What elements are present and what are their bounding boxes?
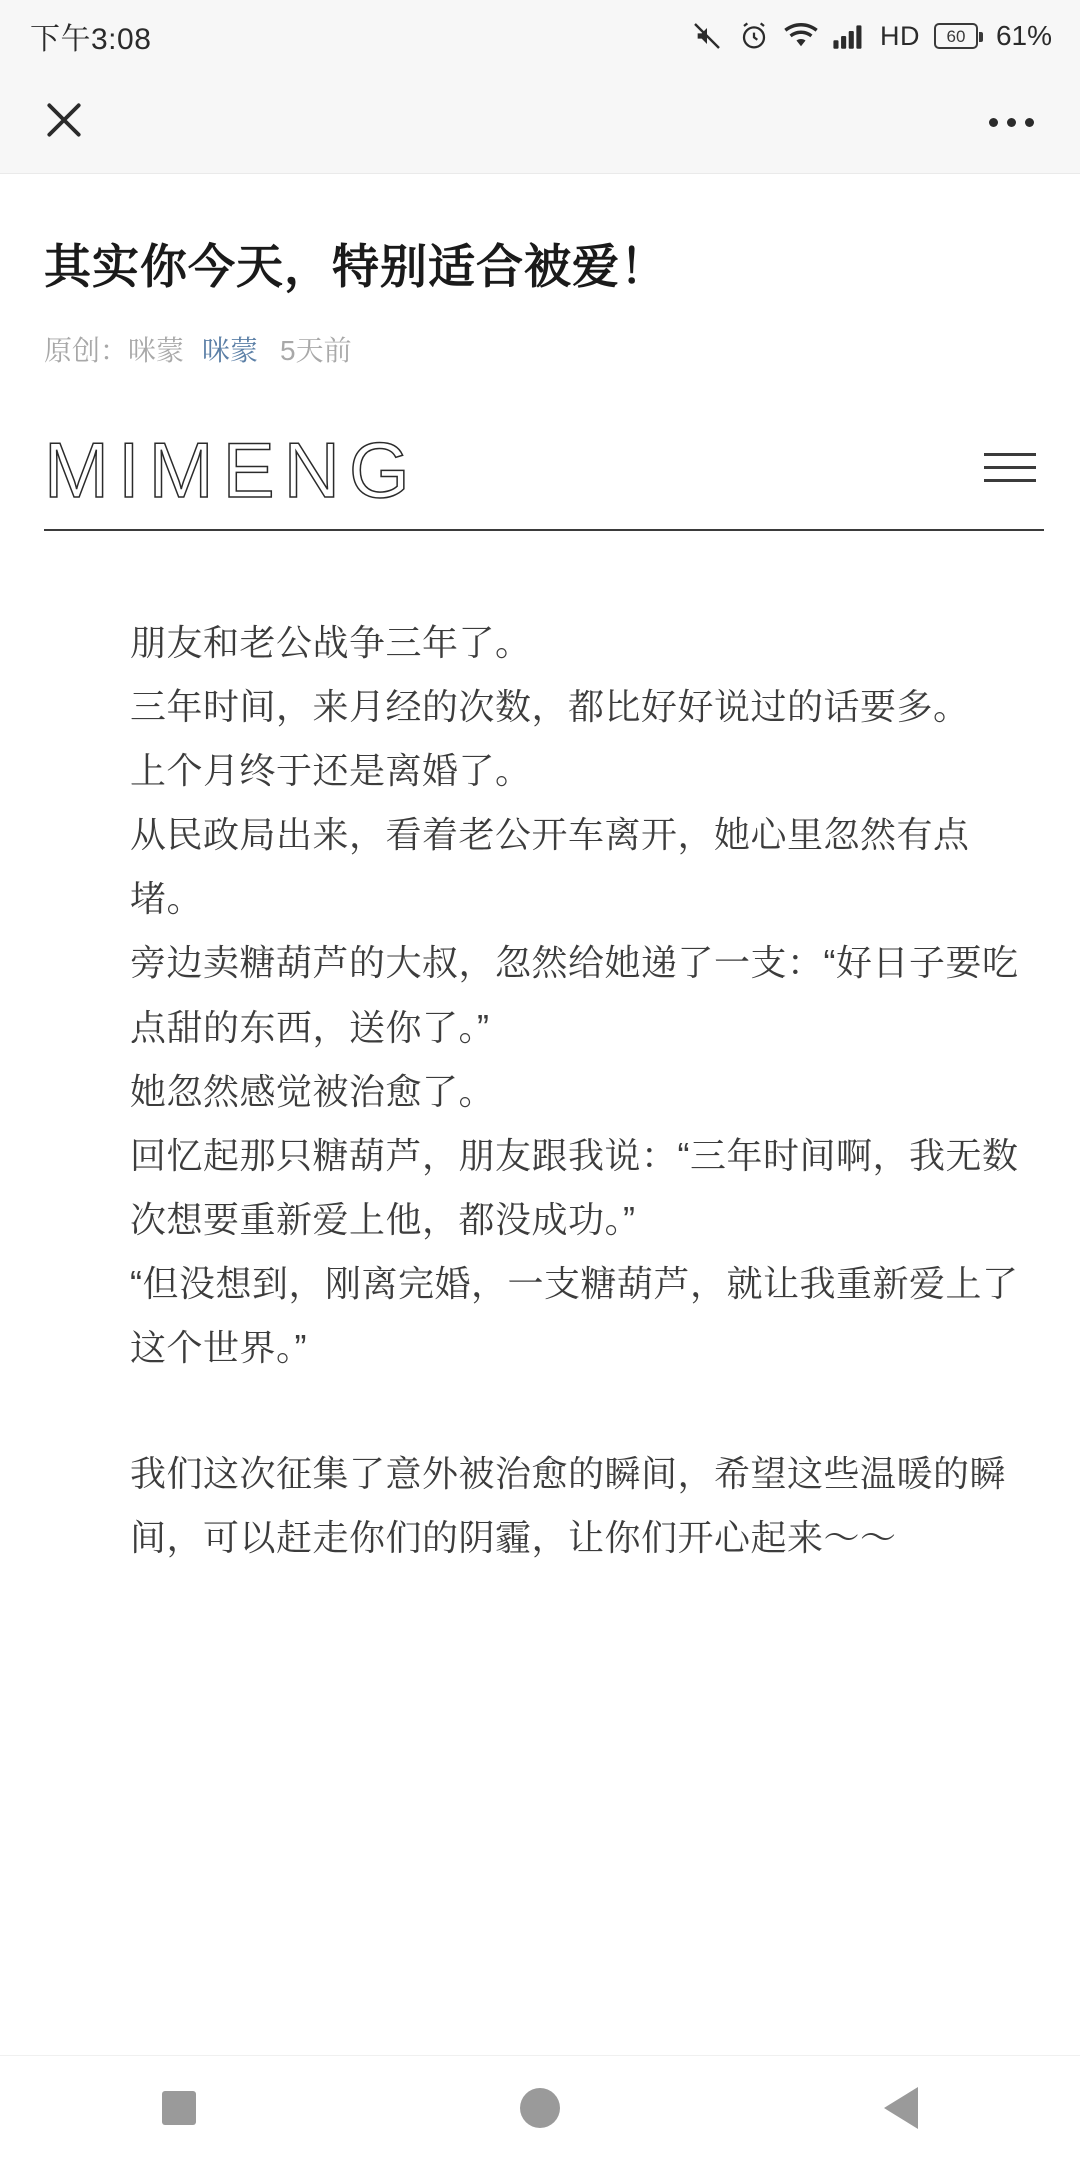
article-original-label: 原创：咪蒙 [44,335,185,367]
article-paragraph: “但没想到，刚离完婚，一支糖葫芦，就让我重新爱上了这个世界。” [130,1262,1019,1368]
page-title: 其实你今天，特别适合被爱！ [44,240,668,293]
article-account-link[interactable]: 咪蒙 [202,335,259,367]
close-icon [42,98,86,147]
article-paragraph: 我们这次征集了意外被治愈的瞬间，希望这些温暖的瞬间，可以赶走你们的阴霾，让你们开心起来～～ [130,1453,1007,1559]
back-button[interactable] [884,2087,918,2129]
brand-logo-block [0,426,1080,515]
status-time: 下午3:08 [30,23,152,56]
article-paragraph: 三年时间，来月经的次数，都比好好说过的话要多。 [130,686,970,728]
article-paragraph: 旁边卖糖葫芦的大叔，忽然给她递了一支：“好日子要吃点甜的东西，送你了。” [130,942,1019,1048]
home-button[interactable] [520,2088,560,2128]
recents-button[interactable] [162,2091,196,2125]
article-meta [44,329,1036,369]
hamburger-line-2 [984,466,1036,469]
article-paragraph: 从民政局出来，看着老公开车离开，她心里忽然有点堵。 [130,814,970,920]
hamburger-line-1 [984,453,1036,456]
article-body [0,611,1080,1570]
webview-nav-bar [0,72,1080,174]
battery-level-number: 60 [946,26,966,46]
wifi-icon [784,21,818,51]
logo-divider [44,529,1044,531]
paragraph-spacer [130,1380,1036,1442]
alarm-icon [738,20,770,52]
hamburger-line-3 [984,479,1036,482]
more-options-icon-dot2 [1007,118,1016,127]
close-button[interactable] [34,93,94,153]
article-timestamp: 5天前 [280,335,352,367]
more-options-button[interactable] [976,93,1046,153]
article-header [0,236,1080,369]
hamburger-menu-icon[interactable] [984,453,1036,482]
article-paragraph: 她忽然感觉被治愈了。 [130,1070,496,1112]
mute-icon [690,20,724,52]
battery-icon [934,23,978,49]
brand-logo [44,426,419,515]
more-options-icon-dot3 [1025,118,1034,127]
status-icons [690,20,1052,52]
system-navigation-bar [0,2055,1080,2160]
hd-icon: HD [879,20,920,51]
status-bar [0,0,1080,72]
signal-icon [832,21,866,51]
article-paragraph: 回忆起那只糖葫芦，朋友跟我说：“三年时间啊，我无数次想要重新爱上他，都没成功。” [130,1134,1019,1240]
battery-percent-label: 61% [995,20,1052,51]
article-paragraph: 上个月终于还是离婚了。 [130,750,532,792]
brand-logo-text: MIMENG [44,426,419,515]
more-options-icon [989,118,998,127]
article-paragraph: 朋友和老公战争三年了。 [130,622,532,664]
